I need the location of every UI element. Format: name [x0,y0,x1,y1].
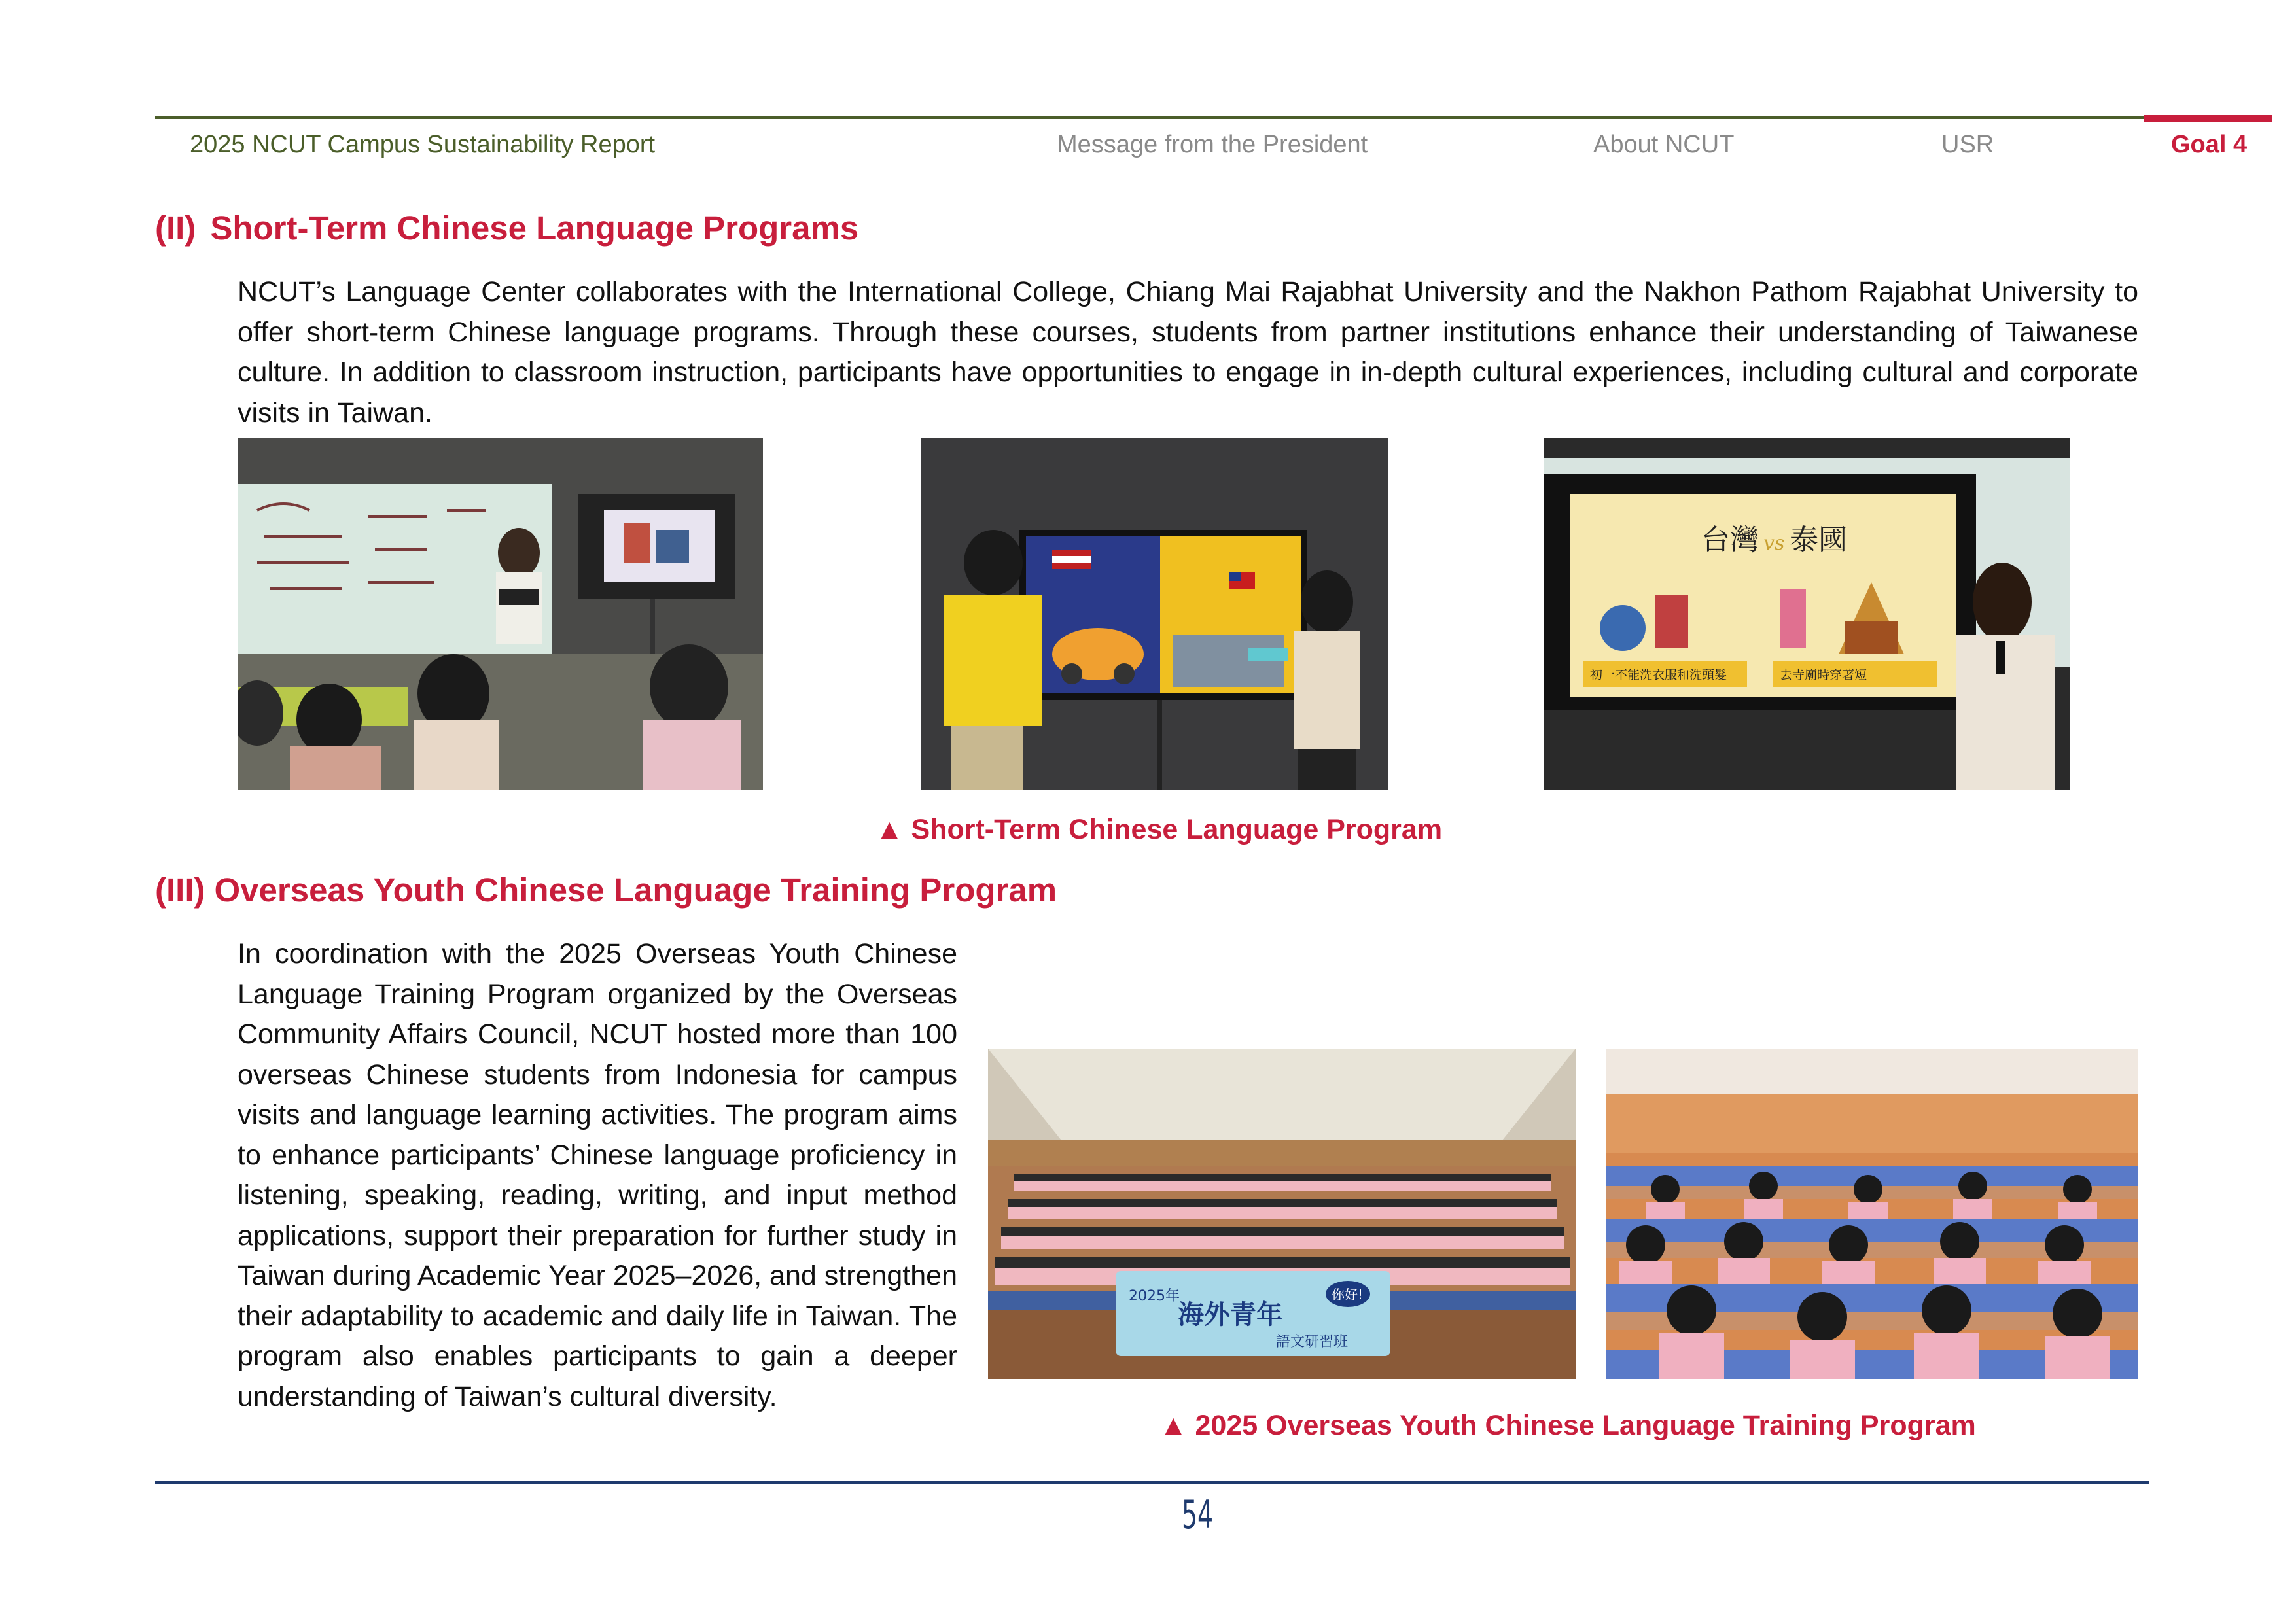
section-3-number: (III) [155,871,205,909]
classroom-photo [238,438,763,790]
presentation-photo [921,438,1388,790]
slide-note-1: 初一不能洗衣服和洗頭髮 [1590,668,1727,682]
section-3-title: Overseas Youth Chinese Language Training Program [214,871,1057,909]
slide-title-thailand: 泰國 [1790,523,1847,557]
culture-slide-photo [1544,438,2070,790]
banner-subtitle: 語文研習班 [1276,1334,1349,1350]
students-seated-photo [1606,1049,2138,1379]
section-3-heading [155,870,1057,911]
slide-title-vs: vs [1763,532,1785,555]
banner-year: 2025年 [1129,1288,1180,1304]
section-2-caption: ▲ Short-Term Chinese Language Program [875,814,1443,845]
section-2-title: Short-Term Chinese Language Programs [210,209,859,247]
active-goal-indicator [2144,115,2272,122]
report-title: 2025 NCUT Campus Sustainability Report [190,131,656,158]
header-rule [155,116,2144,119]
section-2-paragraph: NCUT’s Language Center collaborates with the International College, Chiang Mai Rajabhat University and the Nakhon Pathom Rajabhat University to offer short-term Chinese language programs. Through these courses, students from partner institutions enhance their understanding of Taiwanese culture. In addition to classroom instruction, participants have opportunities to engage in in-depth cultural experiences, including cultural and corporate visits in Taiwan. [238,276,2138,428]
page-number: 54 [1181,1492,1214,1538]
nav-usr[interactable]: USR [1941,131,1994,158]
section-2-number: (II) [155,209,196,247]
nav-about-ncut[interactable]: About NCUT [1593,131,1735,158]
section-2-heading [155,208,858,249]
lecture-hall-photo [988,1049,1576,1379]
slide-note-2: 去寺廟時穿著短 [1780,668,1867,682]
section-3-caption: ▲ 2025 Overseas Youth Chinese Language Training Program [1159,1410,1976,1441]
nav-message-from-president[interactable]: Message from the President [1057,131,1368,158]
footer-rule [155,1481,2149,1484]
banner-badge: 你好! [1332,1287,1364,1302]
slide-title-taiwan: 台灣 [1701,523,1759,557]
banner-title: 海外青年 [1178,1300,1282,1330]
nav-goal-4[interactable]: Goal 4 [2171,131,2248,158]
section-3-paragraph: In coordination with the 2025 Overseas Youth Chinese Language Training Program organized by the Overseas Community Affairs Council, NCUT hosted more than 100 overseas Chinese students from Indonesia for campus visits and language learning activities. The program aims to enhance participants’ Chinese language proficiency in listening, speaking, reading, writing, and input method applications, support their preparation for further study in Taiwan during Academic Year 2025–2026, and strengthen their adaptability to academic and daily life in Taiwan. The program also enables participants to gain a deeper understanding of Taiwan’s cultural diversity. [238,938,957,1412]
